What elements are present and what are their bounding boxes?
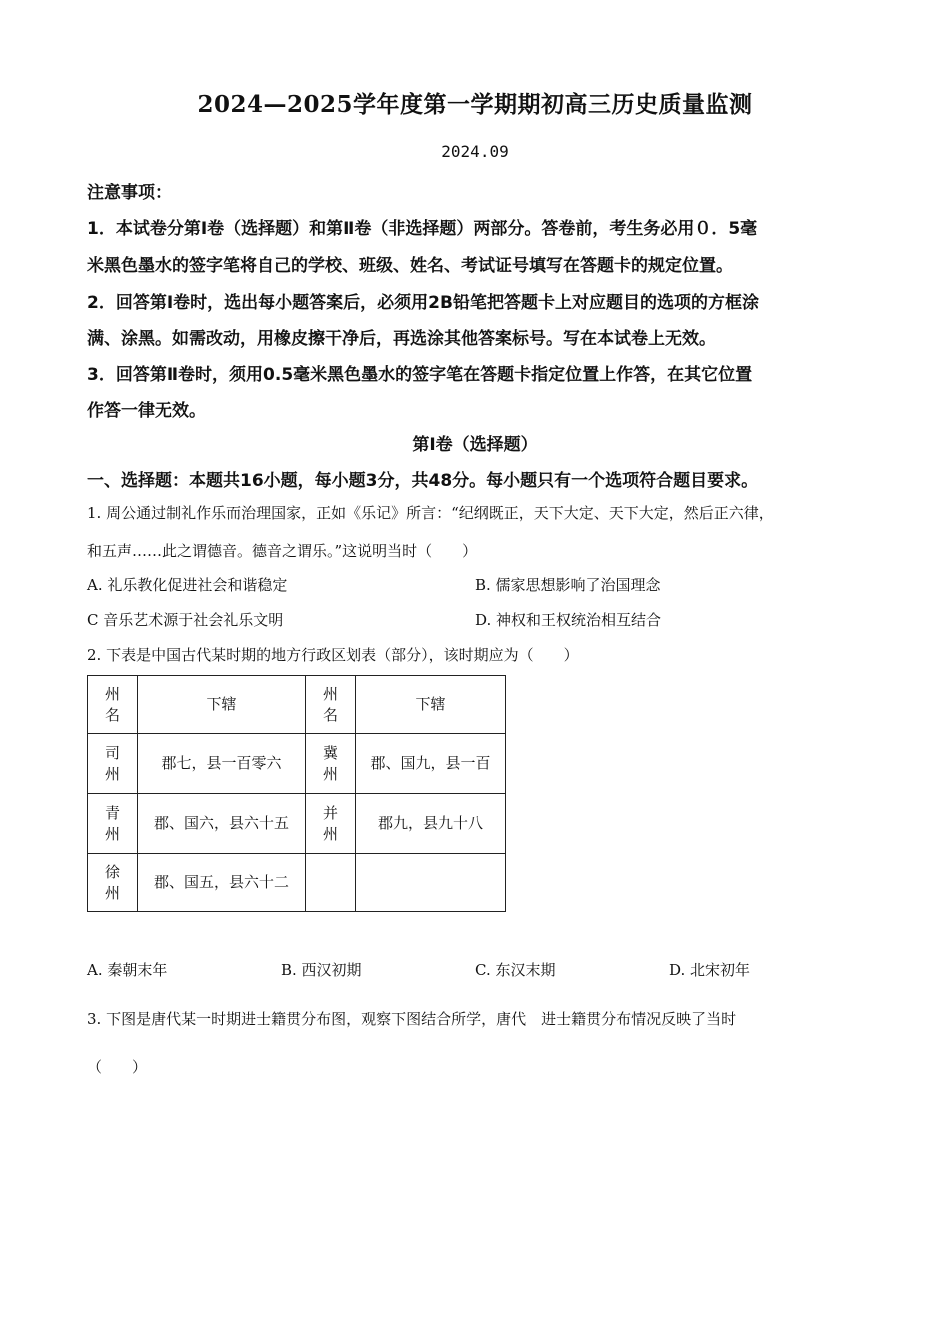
table-header-cell: 州名 — [306, 676, 356, 734]
q2-stem: 2. 下表是中国古代某时期的地方行政区划表（部分），该时期应为（ ） — [87, 646, 579, 664]
exam-title: 2024—2025学年度第一学期期初高三历史质量监测 — [197, 91, 753, 118]
notice-item-3-line-1: 3．回答第Ⅱ卷时，须用0.5毫米黑色墨水的签字笔在答题卡指定位置上作答，在其它位置 — [87, 365, 753, 385]
table-header-row — [88, 676, 506, 734]
q2-option-b: B. 西汉初期 — [281, 961, 362, 979]
table-cell: 郡、国六，县六十五 — [138, 794, 306, 854]
table-cell: 青州 — [88, 794, 138, 854]
q3-stem-line-1: 3. 下图是唐代某一时期进士籍贯分布图，观察下图结合所学，唐代 进士籍贯分布情况反映了当时 — [87, 1010, 737, 1028]
section-instruction: 一、选择题：本题共16小题，每小题3分，共48分。每小题只有一个选项符合题目要求。 — [87, 471, 759, 491]
admin-division-table — [87, 675, 506, 912]
q1-option-a: A. 礼乐教化促进社会和谐稳定 — [87, 576, 288, 594]
notice-heading: 注意事项： — [87, 183, 172, 203]
q2-option-c: C. 东汉末期 — [475, 961, 556, 979]
q1-option-b: B. 儒家思想影响了治国理念 — [475, 576, 661, 594]
table-cell: 司州 — [88, 734, 138, 794]
q1-option-c: C 音乐艺术源于社会礼乐文明 — [87, 611, 284, 629]
q3-stem-line-2: （ ） — [87, 1058, 148, 1076]
table-header-cell: 下辖 — [356, 676, 506, 734]
notice-item-1-line-2: 米黑色墨水的签字笔将自己的学校、班级、姓名、考试证号填写在答题卡的规定位置。 — [87, 256, 733, 276]
notice-item-3-line-2: 作答一律无效。 — [87, 401, 206, 421]
q1-stem-line-1: 1. 周公通过制礼作乐而治理国家，正如《乐记》所言：“纪纲既正，天下大定、天下大定，然后正六律， — [87, 504, 774, 522]
section-title: 第Ⅰ卷（选择题） — [412, 435, 538, 455]
table-header-cell: 下辖 — [138, 676, 306, 734]
table-cell: 郡、国九，县一百 — [356, 734, 506, 794]
table-cell: 郡、国五，县六十二 — [138, 854, 306, 912]
notice-item-1-line-1: 1．本试卷分第Ⅰ卷（选择题）和第Ⅱ卷（非选择题）两部分。答卷前，考生务必用０．5毫 — [87, 219, 758, 239]
q2-option-d: D. 北宋初年 — [669, 961, 751, 979]
table-cell: 徐州 — [88, 854, 138, 912]
q2-option-a: A. 秦朝末年 — [87, 961, 168, 979]
table-header-cell: 州名 — [88, 676, 138, 734]
table-cell — [356, 854, 506, 912]
q1-option-d: D. 神权和王权统治相互结合 — [475, 611, 662, 629]
table-cell: 并州 — [306, 794, 356, 854]
table-row — [88, 794, 506, 854]
exam-date: 2024.09 — [441, 142, 509, 161]
table-cell — [306, 854, 356, 912]
table-cell: 郡七，县一百零六 — [138, 734, 306, 794]
table-row — [88, 734, 506, 794]
table-cell: 郡九，县九十八 — [356, 794, 506, 854]
table-row — [88, 854, 506, 912]
notice-item-2-line-2: 满、涂黑。如需改动，用橡皮擦干净后，再选涂其他答案标号。写在本试卷上无效。 — [87, 329, 716, 349]
notice-item-2-line-1: 2．回答第Ⅰ卷时，选出每小题答案后，必须用2B铅笔把答题卡上对应题目的选项的方框涂 — [87, 293, 759, 313]
table-cell: 冀州 — [306, 734, 356, 794]
q1-stem-line-2: 和五声……此之谓德音。德音之谓乐。”这说明当时（ ） — [87, 542, 478, 560]
